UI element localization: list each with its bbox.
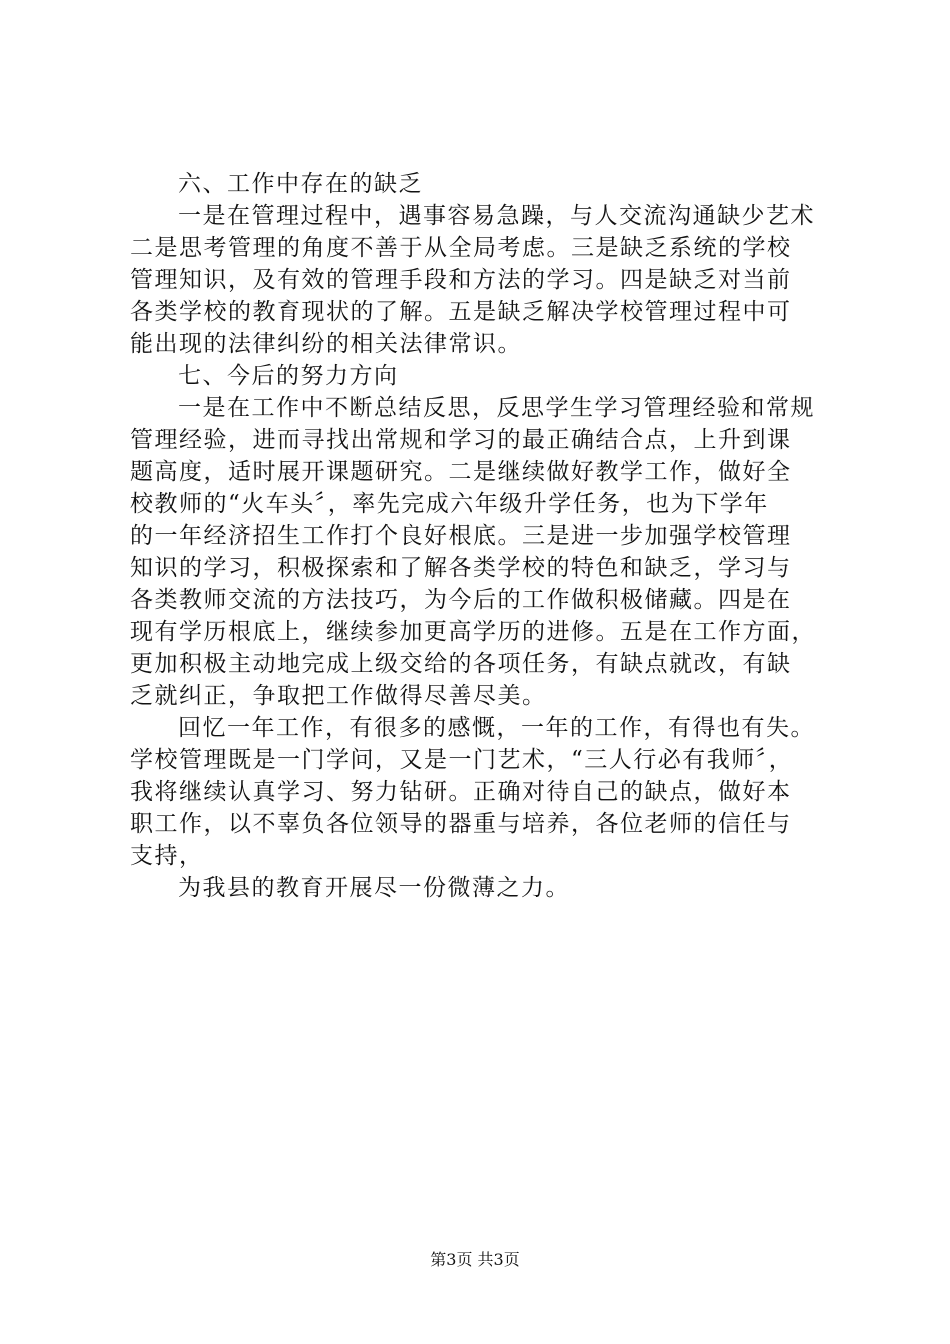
text-line: 更加积极主动地完成上级交给的各项任务，有缺点就改，有缺	[130, 651, 792, 677]
text-line: 一是在工作中不断总结反思，反思学生学习管理经验和常规	[178, 395, 815, 421]
text-line: 各类学校的教育现状的了解。五是缺乏解决学校管理过程中可	[130, 299, 792, 325]
text-line: 能出现的法律纠纷的相关法律常识。	[130, 331, 522, 357]
page-number-footer: 第3页 共3页	[430, 1250, 520, 1269]
text-line: 管理经验，进而寻找出常规和学习的最正确结合点，上升到课	[130, 427, 792, 453]
text-line: 乏就纠正，争取把工作做得尽善尽美。	[130, 683, 547, 709]
text-line: 校教师的“火车头〞，率先完成六年级升学任务，也为下学年	[130, 491, 769, 517]
text-line: 我将继续认真学习、努力钻研。正确对待自己的缺点，做好本	[130, 779, 792, 805]
text-line-closing: 为我县的教育开展尽一份微薄之力。	[178, 875, 570, 901]
text-line: 回忆一年工作，有很多的感慨，一年的工作，有得也有失。	[178, 715, 815, 741]
document-body	[130, 168, 842, 904]
text-line: 学校管理既是一门学问，又是一门艺术，“三人行必有我师〞，	[130, 747, 794, 773]
text-line: 各类教师交流的方法技巧，为今后的工作做积极储藏。四是在	[130, 587, 792, 613]
section-heading-future-direction: 七、今后的努力方向	[178, 363, 399, 389]
text-line: 的一年经济招生工作打个良好根底。三是进一步加强学校管理	[130, 523, 792, 549]
section-heading-shortcomings: 六、工作中存在的缺乏	[178, 171, 423, 197]
text-line: 知识的学习，积极探索和了解各类学校的特色和缺乏，学习与	[130, 555, 792, 581]
text-line: 现有学历根底上，继续参加更高学历的进修。五是在工作方面，	[130, 619, 816, 645]
text-line: 二是思考管理的角度不善于从全局考虑。三是缺乏系统的学校	[130, 235, 792, 261]
text-line: 支持，	[130, 843, 204, 869]
text-line: 题高度，适时展开课题研究。二是继续做好教学工作，做好全	[130, 459, 792, 485]
text-line: 一是在管理过程中，遇事容易急躁，与人交流沟通缺少艺术	[178, 203, 815, 229]
text-line: 管理知识，及有效的管理手段和方法的学习。四是缺乏对当前	[130, 267, 792, 293]
text-line: 职工作，以不辜负各位领导的器重与培养，各位老师的信任与	[130, 811, 792, 837]
